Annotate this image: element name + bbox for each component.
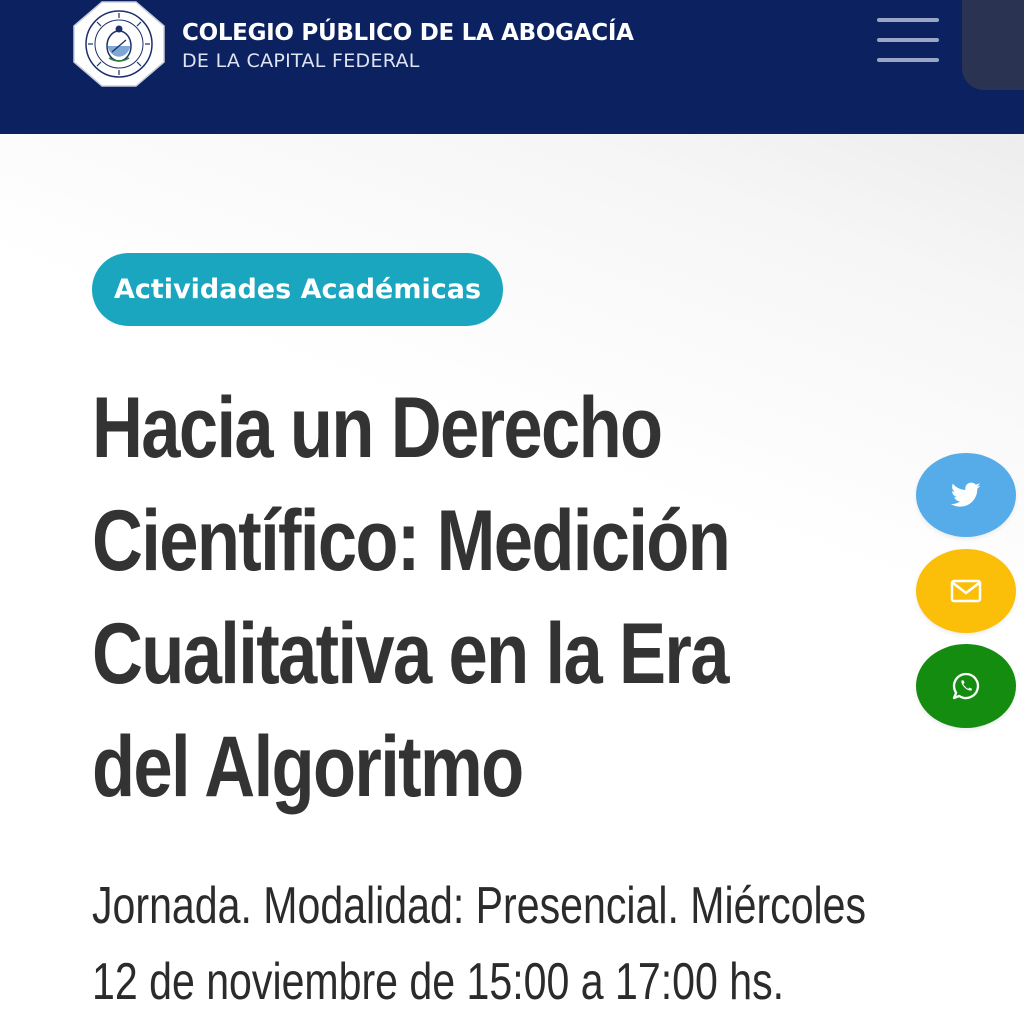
hamburger-menu-icon[interactable] <box>872 14 944 70</box>
article-title-line: Hacia un Derecho <box>92 380 662 476</box>
whatsapp-icon <box>951 671 981 701</box>
college-logo-icon[interactable] <box>72 0 166 88</box>
article-summary-line: 12 de noviembre de 15:00 a 17:00 hs. <box>92 953 785 1011</box>
article-title-line: Cualitativa en la Era <box>92 606 728 702</box>
site-header <box>0 0 1024 134</box>
organization-name[interactable]: COLEGIO PÚBLICO DE LA ABOGACÍA <box>182 20 634 46</box>
article-summary <box>92 868 867 1020</box>
article-title <box>92 372 748 824</box>
article-title-line: Científico: Medición <box>92 493 730 589</box>
share-email-button[interactable] <box>916 549 1016 633</box>
share-whatsapp-button[interactable] <box>916 644 1016 728</box>
article-title-line: del Algoritmo <box>92 719 523 815</box>
twitter-icon <box>951 482 981 508</box>
category-badge[interactable]: Actividades Académicas <box>92 253 503 326</box>
envelope-icon <box>950 579 982 603</box>
corner-panel <box>962 0 1024 90</box>
article-summary-line: Jornada. Modalidad: Presencial. Miércoles <box>92 877 867 935</box>
organization-subtitle[interactable]: DE LA CAPITAL FEDERAL <box>182 50 420 72</box>
share-twitter-button[interactable] <box>916 453 1016 537</box>
